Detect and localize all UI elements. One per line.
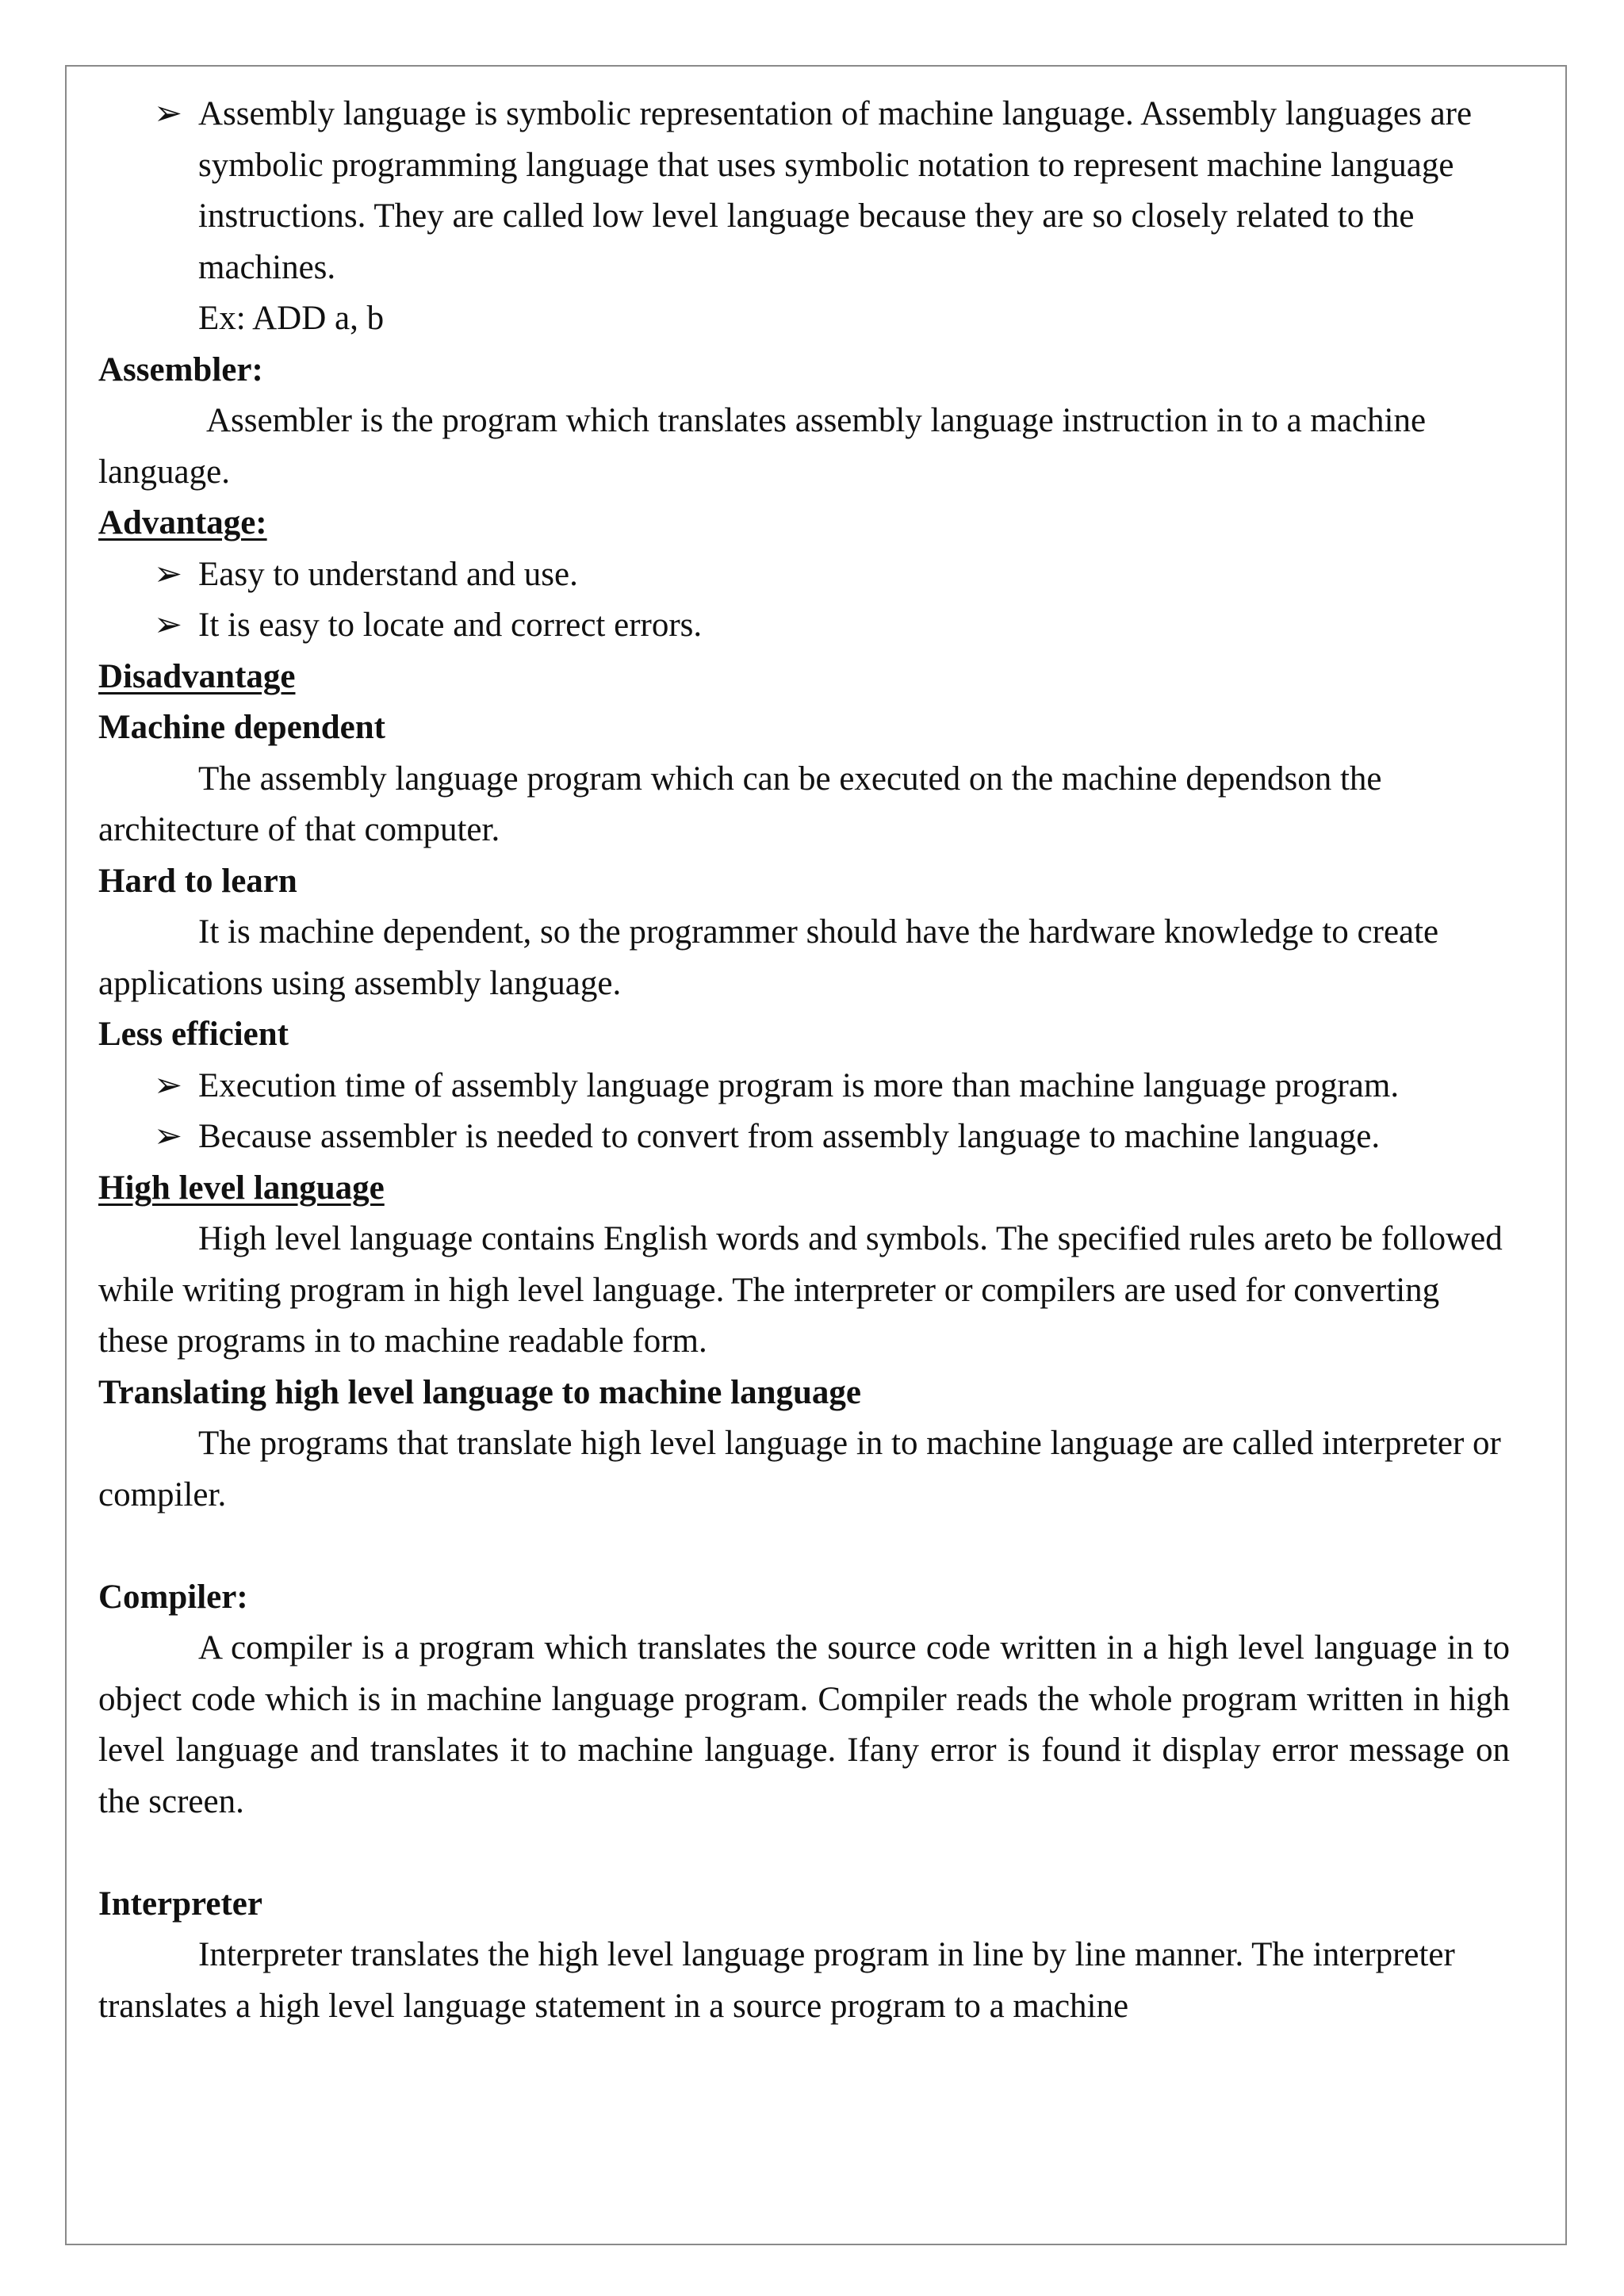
- compiler-paragraph: A compiler is a program which translates the source code written in a high level language in to object code which is in machine language program. Compiler reads the whole program written in high level language and translates it to machine language. Ifany error is found it display error message on the screen.: [98, 1629, 1510, 1820]
- machine-dependent-heading: Machine dependent: [98, 709, 385, 746]
- example-text: Ex: ADD a, b: [198, 300, 385, 337]
- arrow-bullet-icon: ➢: [154, 1118, 183, 1155]
- interpreter-heading: Interpreter: [98, 1885, 262, 1923]
- list-item: [98, 89, 1510, 293]
- less-efficient-item-text: Execution time of assembly language program is more than machine language program.: [198, 1066, 1400, 1104]
- translating-paragraph: The programs that translate high level language in to machine language are called interpreter or compiler.: [98, 1425, 1501, 1513]
- list-item: [98, 1061, 1510, 1112]
- compiler-heading: Compiler:: [98, 1578, 248, 1616]
- high-level-heading: High level language: [98, 1169, 385, 1207]
- intro-bullet-list: [98, 89, 1510, 293]
- arrow-bullet-icon: ➢: [154, 555, 183, 593]
- list-item: [98, 600, 1510, 652]
- intro-bullet-text: Assembly language is symbolic representation of machine language. Assembly languages are symbolic programming language that uses symbolic notation to represent machine language instructions. They are called low level language because they are so closely related to the machines.: [198, 95, 1473, 286]
- less-efficient-heading: Less efficient: [98, 1016, 289, 1053]
- interpreter-paragraph: Interpreter translates the high level language program in line by line manner. The interpreter translates a high level language statement in a source program to a machine: [98, 1936, 1455, 2025]
- advantage-list: [98, 549, 1510, 652]
- arrow-bullet-icon: ➢: [154, 1066, 183, 1104]
- list-item: [98, 1112, 1510, 1163]
- spacer: [98, 1521, 1510, 1572]
- list-item: [98, 549, 1510, 601]
- document-body: [98, 89, 1510, 2032]
- less-efficient-list: [98, 1061, 1510, 1163]
- spacer: [98, 1827, 1510, 1879]
- translating-heading: Translating high level language to machine language: [98, 1373, 861, 1411]
- hard-to-learn-heading: Hard to learn: [98, 862, 297, 900]
- less-efficient-item-text: Because assembler is needed to convert from assembly language to machine language.: [198, 1118, 1381, 1155]
- advantage-item-text: Easy to understand and use.: [198, 555, 578, 593]
- assembler-heading: Assembler:: [98, 350, 263, 388]
- advantage-heading: Advantage:: [98, 504, 267, 541]
- arrow-bullet-icon: ➢: [154, 607, 183, 644]
- hard-to-learn-paragraph: It is machine dependent, so the programmer should have the hardware knowledge to create applications using assembly language.: [98, 913, 1439, 1002]
- assembler-paragraph: Assembler is the program which translates assembly language instruction in to a machine language.: [98, 402, 1427, 491]
- disadvantage-heading: Disadvantage: [98, 657, 296, 695]
- high-level-paragraph: High level language contains English words and symbols. The specified rules areto be followed while writing program in high level language. The interpreter or compilers are used for converting these programs in to machine readable form.: [98, 1220, 1503, 1360]
- arrow-bullet-icon: ➢: [154, 95, 183, 132]
- advantage-item-text: It is easy to locate and correct errors.: [198, 607, 703, 644]
- machine-dependent-paragraph: The assembly language program which can be executed on the machine dependson the architecture of that computer.: [98, 760, 1382, 848]
